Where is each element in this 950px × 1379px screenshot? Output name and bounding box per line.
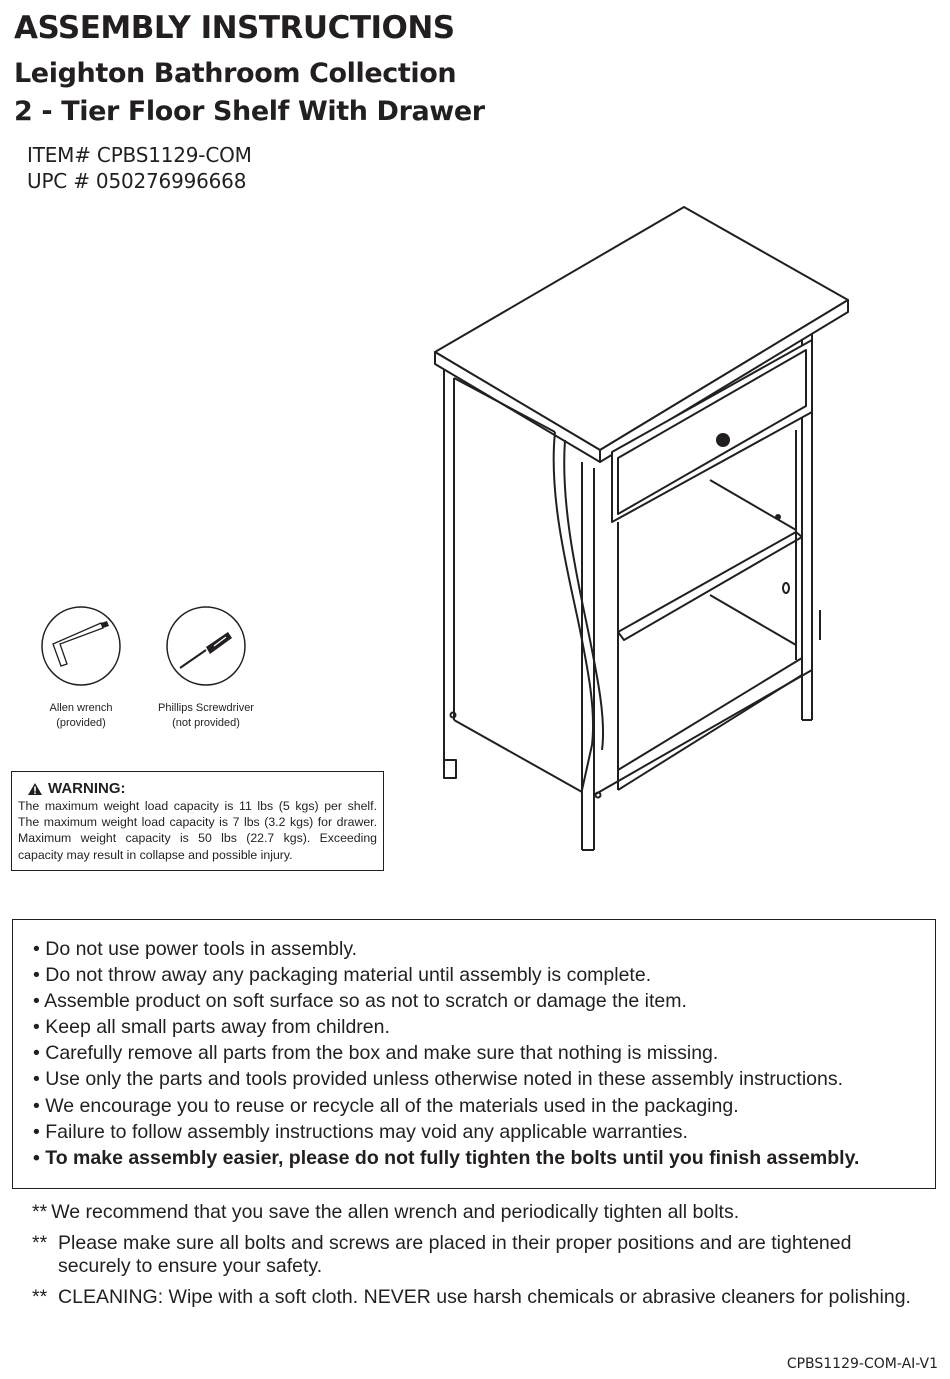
rules-list [33,936,935,1171]
screwdriver-icon [166,606,246,686]
tool-phillips-screwdriver [136,606,276,731]
note-text: CLEANING: Wipe with a soft cloth. NEVER use harsh chemicals or abrasive cleaners for polishing. [58,1286,911,1308]
tool-allen-wrench [11,606,151,731]
item-number: ITEM# CPBS1129-COM [27,143,252,167]
note-item [32,1201,912,1224]
note-marker: ** [32,1232,59,1254]
assembly-rules-box [12,919,936,1189]
document-code: CPBS1129-COM-AI-V1 [786,1356,938,1372]
list-item: • We encourage you to reuse or recycle all of the materials used in the packaging. [33,1094,739,1117]
note-marker: ** [32,1201,48,1223]
warning-heading [28,780,377,797]
list-item: • Assemble product on soft surface so as not to scratch or damage the item. [33,990,687,1013]
list-item: • Keep all small parts away from children. [33,1016,390,1039]
warning-box [11,771,384,871]
list-item: • Do not use power tools in assembly. [33,938,358,960]
tool-note: (provided) [56,717,106,729]
note-item [32,1232,912,1278]
list-item: • Carefully remove all parts from the box and make sure that nothing is missing. [33,1042,719,1065]
list-item: • To make assembly easier, please do not fully tighten the bolts until you finish assembly. [33,1146,860,1169]
product-name: 2 - Tier Floor Shelf With Drawer [14,96,485,127]
tool-name: Allen wrench [49,702,113,714]
warning-triangle-icon [28,783,42,795]
floor-shelf-illustration [420,200,860,865]
note-text: Please make sure all bolts and screws are placed in their proper positions and are tightened securely to ensure your safety. [58,1232,852,1277]
allen-wrench-icon [41,606,121,686]
warning-text: The maximum weight load capacity is 11 lbs (5 kgs) per shelf. The maximum weight load capacity is 7 lbs (3.2 kgs) for drawer. Maximum weight capacity is 50 lbs (22.7 kgs). Exceeding capacity may result in collapse and possible injury. [18,799,377,862]
note-marker: ** [32,1286,59,1308]
warning-heading-text: WARNING: [48,780,126,797]
list-item: • Failure to follow assembly instructions may void any applicable warranties. [33,1120,688,1143]
note-item [32,1286,912,1309]
list-item: • Do not throw away any packaging material until assembly is complete. [33,964,652,987]
document-title: ASSEMBLY INSTRUCTIONS [14,10,455,46]
collection-name: Leighton Bathroom Collection [14,58,457,89]
note-text: We recommend that you save the allen wrench and periodically tighten all bolts. [51,1201,740,1223]
list-item: • Use only the parts and tools provided unless otherwise noted in these assembly instructions. [33,1068,844,1091]
tool-note: (not provided) [172,717,240,729]
upc-code: UPC # 050276996668 [27,169,247,193]
notes-section [32,1201,912,1317]
tool-name: Phillips Screwdriver [158,702,254,714]
